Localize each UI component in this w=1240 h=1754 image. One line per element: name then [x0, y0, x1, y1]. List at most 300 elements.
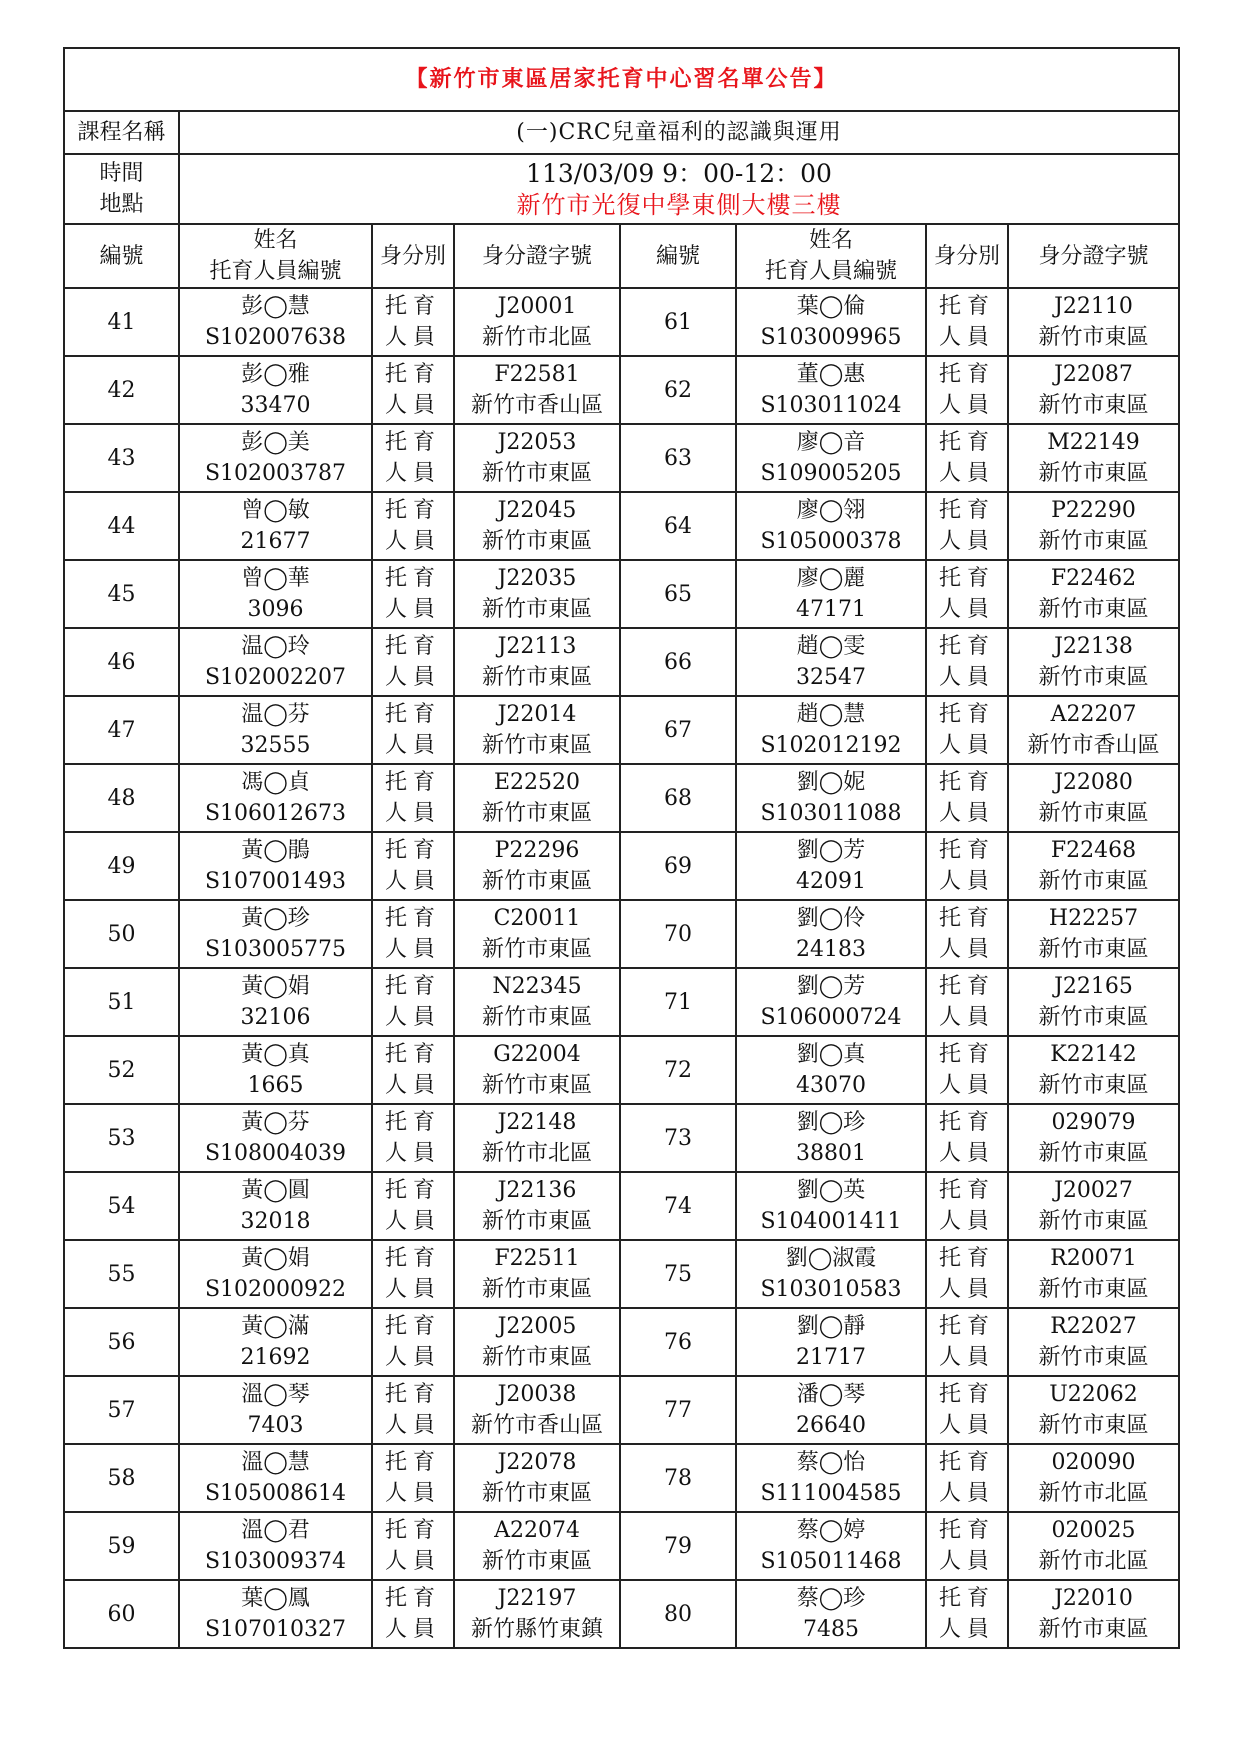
record-identity-line1: 托育: [938, 702, 995, 727]
record-identity-cell: [926, 1444, 1008, 1512]
table-row: [64, 1240, 1179, 1308]
record-name-cell: [179, 1376, 372, 1444]
record-identity-cell: [926, 1580, 1008, 1648]
record-id-cell: [1008, 1240, 1179, 1308]
record-no: 66: [620, 628, 736, 696]
record-no: 44: [64, 492, 179, 560]
record-staff-id: S105008614: [204, 1481, 347, 1506]
record-id-cell: [1008, 1308, 1179, 1376]
record-id-code: J22197: [497, 1586, 577, 1611]
record-identity-line2: 人員: [384, 1413, 441, 1438]
record-identity-cell: [926, 356, 1008, 424]
record-identity-cell: [372, 696, 454, 764]
record-district: 新竹市東區: [481, 461, 592, 486]
table-row: [64, 764, 1179, 832]
record-name-cell: [736, 1308, 926, 1376]
record-id-code: 020090: [1051, 1450, 1136, 1475]
record-name-cell: [736, 288, 926, 356]
table-row: [64, 1444, 1179, 1512]
record-id-code: R22027: [1050, 1314, 1137, 1339]
record-no: 51: [64, 968, 179, 1036]
record-staff-id: S105011468: [760, 1549, 902, 1574]
record-staff-id: 33470: [240, 393, 311, 418]
record-identity-cell: [926, 968, 1008, 1036]
record-id-cell: [1008, 492, 1179, 560]
record-id-code: J20001: [497, 294, 577, 319]
record-identity-line2: 人員: [384, 1141, 441, 1166]
record-staff-id: 43070: [796, 1073, 866, 1098]
record-id-cell: [454, 1512, 620, 1580]
record-identity-line1: 托育: [384, 1246, 441, 1271]
record-identity-line2: 人員: [938, 393, 995, 418]
record-identity-line1: 托育: [384, 1518, 441, 1543]
record-district: 新竹市東區: [1038, 1345, 1149, 1370]
record-district: 新竹市東區: [481, 801, 592, 826]
record-identity-line2: 人員: [384, 1345, 441, 1370]
record-id-cell: [454, 628, 620, 696]
record-identity-cell: [926, 696, 1008, 764]
record-district: 新竹市香山區: [1027, 733, 1160, 758]
record-district: 新竹市北區: [1038, 1481, 1149, 1506]
record-name: 黃◯珍: [241, 906, 310, 931]
record-name-cell: [179, 1444, 372, 1512]
table-row: [64, 628, 1179, 696]
record-identity-line1: 托育: [938, 634, 995, 659]
record-no: 49: [64, 832, 179, 900]
record-id-code: J20038: [497, 1382, 577, 1407]
record-no: 67: [620, 696, 736, 764]
record-identity-line2: 人員: [938, 937, 995, 962]
table-row: [64, 1580, 1179, 1648]
record-id-code: E22520: [493, 770, 581, 795]
record-staff-id: 21692: [240, 1345, 311, 1370]
record-identity-line1: 托育: [938, 1518, 995, 1543]
header-staff-id-label: 托育人員編號: [209, 259, 342, 284]
record-staff-id: 47171: [796, 597, 866, 622]
record-id-cell: [454, 1580, 620, 1648]
record-name: 劉◯靜: [796, 1314, 866, 1339]
record-district: 新竹市東區: [481, 1073, 592, 1098]
record-id-cell: [1008, 832, 1179, 900]
record-no: 54: [64, 1172, 179, 1240]
record-no: 55: [64, 1240, 179, 1308]
record-name-cell: [736, 424, 926, 492]
record-identity-line2: 人員: [384, 1277, 441, 1302]
record-district: 新竹市東區: [481, 1277, 592, 1302]
record-id-code: 020025: [1051, 1518, 1136, 1543]
record-name-cell: [179, 1580, 372, 1648]
record-identity-line1: 托育: [384, 634, 441, 659]
record-name: 廖◯翎: [796, 498, 866, 523]
record-id-cell: [1008, 288, 1179, 356]
record-id-code: F22511: [494, 1246, 580, 1271]
record-identity-line1: 托育: [384, 430, 441, 455]
record-name-cell: [179, 1512, 372, 1580]
record-name-cell: [736, 1036, 926, 1104]
record-no: 53: [64, 1104, 179, 1172]
record-district: 新竹市東區: [481, 937, 592, 962]
record-name-cell: [736, 900, 926, 968]
record-staff-id: S102012192: [760, 733, 902, 758]
record-identity-cell: [372, 1036, 454, 1104]
record-name-cell: [736, 1512, 926, 1580]
record-identity-line1: 托育: [384, 362, 441, 387]
record-district: 新竹市東區: [1038, 1277, 1149, 1302]
record-name: 董◯惠: [796, 362, 866, 387]
record-no: 78: [620, 1444, 736, 1512]
record-id-code: J20027: [1054, 1178, 1133, 1203]
record-staff-id: 21677: [240, 529, 311, 554]
record-identity-line1: 托育: [384, 974, 441, 999]
record-no: 65: [620, 560, 736, 628]
record-staff-id: S109005205: [760, 461, 902, 486]
table-row: [64, 560, 1179, 628]
record-name: 劉◯芳: [796, 838, 866, 863]
record-id-cell: [454, 1240, 620, 1308]
record-id-code: F22581: [494, 362, 580, 387]
record-no: 57: [64, 1376, 179, 1444]
record-identity-line1: 托育: [384, 1314, 441, 1339]
record-identity-line1: 托育: [938, 566, 995, 591]
record-district: 新竹市東區: [1038, 393, 1149, 418]
record-identity-line2: 人員: [938, 869, 995, 894]
record-name: 劉◯妮: [796, 770, 866, 795]
record-name-cell: [179, 1036, 372, 1104]
record-identity-line2: 人員: [938, 801, 995, 826]
record-district: 新竹市香山區: [470, 1413, 603, 1438]
record-name-cell: [179, 356, 372, 424]
record-no: 52: [64, 1036, 179, 1104]
record-no: 56: [64, 1308, 179, 1376]
record-district: 新竹市東區: [481, 1209, 592, 1234]
record-identity-cell: [372, 628, 454, 696]
record-district: 新竹市東區: [1038, 1413, 1149, 1438]
record-staff-id: S104001411: [760, 1209, 902, 1234]
header-name-left: [179, 224, 372, 288]
record-no: 47: [64, 696, 179, 764]
record-id-cell: [1008, 1512, 1179, 1580]
record-id-code: J22110: [1054, 294, 1133, 319]
session-location: 新竹市光復中學東側大樓三樓: [516, 190, 842, 219]
record-no: 70: [620, 900, 736, 968]
record-id-code: J22148: [497, 1110, 577, 1135]
record-name: 溫◯君: [241, 1518, 310, 1543]
record-id-cell: [454, 696, 620, 764]
table-row: [64, 1512, 1179, 1580]
record-identity-line2: 人員: [384, 1005, 441, 1030]
record-name-cell: [179, 900, 372, 968]
record-staff-id: S103009374: [204, 1549, 347, 1574]
record-name: 劉◯伶: [796, 906, 866, 931]
record-id-cell: [1008, 1376, 1179, 1444]
record-name-cell: [179, 968, 372, 1036]
record-identity-line2: 人員: [938, 1617, 995, 1642]
record-id-code: F22468: [1050, 838, 1137, 863]
record-no: 72: [620, 1036, 736, 1104]
record-identity-line1: 托育: [384, 1382, 441, 1407]
record-id-cell: [454, 1104, 620, 1172]
record-id-code: J22014: [497, 702, 577, 727]
record-id-cell: [454, 492, 620, 560]
record-name: 馮◯貞: [241, 770, 310, 795]
record-name: 彭◯雅: [241, 362, 310, 387]
time-location-labels: [64, 154, 179, 224]
record-district: 新竹市東區: [1038, 1617, 1149, 1642]
record-identity-cell: [372, 1580, 454, 1648]
record-name-cell: [179, 492, 372, 560]
record-name-cell: [736, 1444, 926, 1512]
record-no: 63: [620, 424, 736, 492]
record-id-cell: [454, 900, 620, 968]
record-identity-cell: [372, 764, 454, 832]
record-identity-cell: [926, 764, 1008, 832]
record-name-cell: [179, 1104, 372, 1172]
record-identity-line2: 人員: [384, 665, 441, 690]
record-id-cell: [454, 288, 620, 356]
record-district: 新竹市東區: [481, 1549, 592, 1574]
record-staff-id: 32018: [240, 1209, 311, 1234]
record-district: 新竹縣竹東鎮: [470, 1617, 603, 1642]
record-name: 黃◯娟: [241, 1246, 310, 1271]
table-row: [64, 492, 1179, 560]
record-district: 新竹市東區: [481, 529, 592, 554]
record-identity-cell: [372, 1512, 454, 1580]
record-no: 58: [64, 1444, 179, 1512]
record-staff-id: S106012673: [204, 801, 347, 826]
record-district: 新竹市東區: [1038, 665, 1149, 690]
record-staff-id: S108004039: [204, 1141, 347, 1166]
record-id-cell: [454, 1172, 620, 1240]
record-name: 葉◯倫: [796, 294, 866, 319]
record-name-cell: [179, 832, 372, 900]
record-name-cell: [736, 968, 926, 1036]
record-district: 新竹市東區: [1038, 801, 1149, 826]
record-district: 新竹市東區: [1038, 1141, 1149, 1166]
record-id-cell: [454, 764, 620, 832]
record-id-code: J22010: [1054, 1586, 1133, 1611]
record-identity-cell: [372, 1376, 454, 1444]
record-no: 74: [620, 1172, 736, 1240]
record-name-cell: [736, 696, 926, 764]
record-staff-id: 7485: [803, 1617, 859, 1642]
record-identity-cell: [926, 628, 1008, 696]
record-name: 趙◯慧: [796, 702, 866, 727]
record-identity-line1: 托育: [938, 770, 995, 795]
record-staff-id: S107010327: [204, 1617, 347, 1642]
record-no: 59: [64, 1512, 179, 1580]
record-district: 新竹市北區: [1038, 1549, 1149, 1574]
record-identity-cell: [926, 560, 1008, 628]
record-name-cell: [736, 832, 926, 900]
record-identity-cell: [926, 1172, 1008, 1240]
record-staff-id: 32547: [796, 665, 866, 690]
record-identity-line2: 人員: [384, 733, 441, 758]
record-identity-cell: [372, 1240, 454, 1308]
record-name: 黃◯滿: [241, 1314, 310, 1339]
record-name-cell: [736, 764, 926, 832]
table-row: [64, 424, 1179, 492]
record-id-cell: [454, 1444, 620, 1512]
record-district: 新竹市北區: [481, 325, 592, 350]
record-no: 76: [620, 1308, 736, 1376]
record-id-cell: [1008, 1580, 1179, 1648]
record-identity-cell: [372, 356, 454, 424]
record-staff-id: S106000724: [760, 1005, 902, 1030]
record-identity-line1: 托育: [938, 1178, 995, 1203]
record-no: 71: [620, 968, 736, 1036]
record-district: 新竹市東區: [481, 1005, 592, 1030]
record-id-code: J22035: [497, 566, 577, 591]
record-identity-line1: 托育: [938, 294, 995, 319]
table-row: [64, 832, 1179, 900]
table-row: [64, 968, 1179, 1036]
record-id-cell: [1008, 900, 1179, 968]
record-staff-id: S103011088: [760, 801, 902, 826]
record-id-code: N22345: [492, 974, 582, 999]
record-district: 新竹市東區: [1038, 461, 1149, 486]
record-name-cell: [736, 356, 926, 424]
record-no: 61: [620, 288, 736, 356]
record-id-cell: [1008, 560, 1179, 628]
time-label: 時間: [99, 161, 144, 186]
record-district: 新竹市東區: [1038, 529, 1149, 554]
record-staff-id: 38801: [796, 1141, 866, 1166]
record-staff-id: S103009965: [760, 325, 902, 350]
record-identity-line2: 人員: [938, 665, 995, 690]
record-id-code: R20071: [1050, 1246, 1137, 1271]
record-staff-id: 3096: [247, 597, 304, 622]
record-district: 新竹市東區: [1038, 869, 1149, 894]
record-name: 温◯玲: [241, 634, 310, 659]
record-identity-cell: [372, 1172, 454, 1240]
record-id-cell: [1008, 1444, 1179, 1512]
record-name: 葉◯鳳: [241, 1586, 310, 1611]
record-name: 廖◯麗: [796, 566, 866, 591]
record-identity-line2: 人員: [938, 1413, 995, 1438]
record-district: 新竹市東區: [481, 733, 592, 758]
header-name-label: 姓名: [253, 228, 298, 253]
record-identity-line2: 人員: [384, 1549, 441, 1574]
record-no: 80: [620, 1580, 736, 1648]
record-identity-cell: [372, 900, 454, 968]
record-staff-id: S102002207: [204, 665, 347, 690]
header-no-right: 編號: [620, 224, 736, 288]
record-no: 77: [620, 1376, 736, 1444]
roster-table: [63, 47, 1180, 1649]
header-identity-left: 身分別: [372, 224, 454, 288]
record-name-cell: [179, 696, 372, 764]
record-name: 蔡◯怡: [796, 1450, 866, 1475]
record-identity-line2: 人員: [384, 325, 441, 350]
location-label: 地點: [99, 192, 144, 217]
record-staff-id: S103005775: [204, 937, 347, 962]
record-identity-line2: 人員: [938, 461, 995, 486]
record-staff-id: 32106: [240, 1005, 311, 1030]
record-identity-cell: [372, 1308, 454, 1376]
record-name-cell: [179, 1308, 372, 1376]
record-no: 69: [620, 832, 736, 900]
record-name: 劉◯真: [796, 1042, 866, 1067]
record-name: 劉◯珍: [796, 1110, 866, 1135]
record-name-cell: [736, 1104, 926, 1172]
record-identity-line1: 托育: [384, 566, 441, 591]
record-identity-line1: 托育: [384, 1110, 441, 1135]
record-id-code: M22149: [1047, 430, 1140, 455]
record-id-cell: [454, 424, 620, 492]
record-staff-id: S103011024: [760, 393, 902, 418]
record-identity-line1: 托育: [384, 906, 441, 931]
record-identity-line2: 人員: [938, 1345, 995, 1370]
record-name: 趙◯雯: [796, 634, 866, 659]
record-name: 彭◯美: [241, 430, 310, 455]
record-identity-line2: 人員: [384, 1209, 441, 1234]
header-name-right: [736, 224, 926, 288]
record-name-cell: [736, 1376, 926, 1444]
record-id-cell: [454, 1308, 620, 1376]
header-identity-right: 身分別: [926, 224, 1008, 288]
record-staff-id: S102000922: [204, 1277, 347, 1302]
course-name: (一)CRC兒童福利的認識與運用: [179, 111, 1179, 154]
record-id-cell: [1008, 968, 1179, 1036]
record-identity-line2: 人員: [938, 529, 995, 554]
record-identity-line1: 托育: [938, 430, 995, 455]
record-identity-line1: 托育: [384, 770, 441, 795]
record-staff-id: S107001493: [204, 869, 347, 894]
record-identity-line1: 托育: [384, 838, 441, 863]
record-staff-id: 24183: [796, 937, 866, 962]
record-identity-line1: 托育: [384, 294, 441, 319]
record-identity-cell: [372, 832, 454, 900]
record-staff-id: 26640: [796, 1413, 866, 1438]
record-identity-line2: 人員: [938, 733, 995, 758]
session-time: 113/03/09 9：00-12：00: [526, 158, 832, 188]
record-district: 新竹市東區: [481, 597, 592, 622]
record-no: 79: [620, 1512, 736, 1580]
record-identity-line2: 人員: [938, 1277, 995, 1302]
record-district: 新竹市東區: [1038, 1073, 1149, 1098]
record-id-code: J22045: [497, 498, 577, 523]
record-id-code: J22136: [497, 1178, 577, 1203]
header-id-code-left: 身分證字號: [454, 224, 620, 288]
record-district: 新竹市東區: [481, 1481, 592, 1506]
record-id-code: H22257: [1048, 906, 1139, 931]
record-name: 温◯芬: [241, 702, 310, 727]
record-identity-cell: [926, 1512, 1008, 1580]
record-no: 64: [620, 492, 736, 560]
record-identity-line2: 人員: [938, 1005, 995, 1030]
record-identity-cell: [372, 1444, 454, 1512]
record-name-cell: [736, 492, 926, 560]
header-name-label: 姓名: [808, 228, 853, 253]
record-name: 劉◯淑霞: [785, 1246, 877, 1271]
record-district: 新竹市東區: [481, 869, 592, 894]
record-identity-cell: [372, 968, 454, 1036]
record-id-code: J22005: [497, 1314, 577, 1339]
record-district: 新竹市東區: [1038, 597, 1149, 622]
record-district: 新竹市香山區: [470, 393, 603, 418]
page-title: 【新竹市東區居家托育中心習名單公告】: [64, 48, 1179, 111]
record-identity-line2: 人員: [384, 801, 441, 826]
record-identity-line2: 人員: [384, 869, 441, 894]
record-identity-cell: [926, 424, 1008, 492]
record-no: 60: [64, 1580, 179, 1648]
record-no: 75: [620, 1240, 736, 1308]
record-no: 48: [64, 764, 179, 832]
record-name: 彭◯慧: [241, 294, 310, 319]
record-identity-line2: 人員: [384, 1073, 441, 1098]
record-no: 73: [620, 1104, 736, 1172]
record-identity-line1: 托育: [938, 1246, 995, 1271]
